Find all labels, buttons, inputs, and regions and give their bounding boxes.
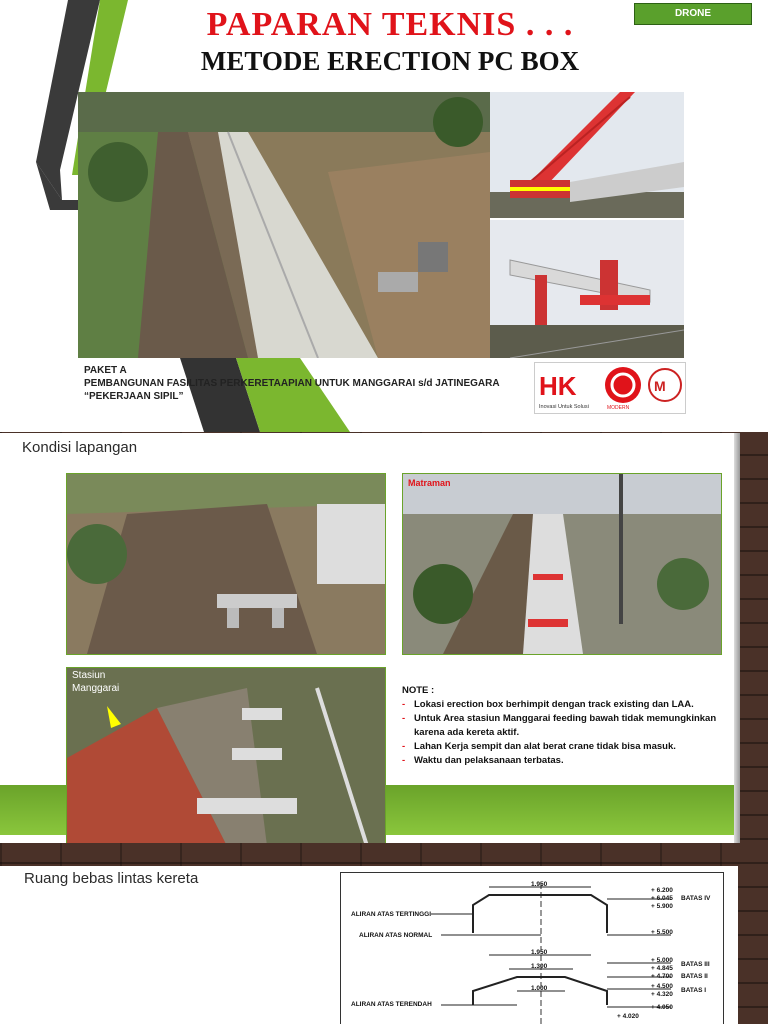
width-label: 1.300 [531,963,548,970]
batas-label: BATAS I [681,987,707,994]
level-label: + 6.045 [651,895,673,902]
drone-badge[interactable]: DRONE [634,3,752,25]
width-label: 1.950 [531,949,548,956]
slide-heading: Ruang bebas lintas kereta [24,870,199,887]
hk-logo-icon [535,363,685,413]
stasiun-label-line-1: Stasiun [72,670,106,681]
label-aliran-tertinggi: ALIRAN ATAS TERTINGGI [351,911,432,918]
level-label: + 4.700 [651,973,673,980]
level-label: + 4.320 [651,991,673,998]
paket-line-3: “PEKERJAAN SIPIL” [84,391,184,402]
stasiun-manggarai-label [72,669,119,695]
site-photo-matraman [402,473,722,655]
slide-heading: Kondisi lapangan [22,439,138,456]
slide-right-edge [734,433,740,843]
aerial-photo-railway [78,92,490,358]
slide-paparan-teknis [0,0,768,432]
level-label: + 6.200 [651,887,673,894]
level-label: + 4.020 [617,1013,639,1020]
site-photo-1 [66,473,386,655]
note-item: - Untuk Area stasiun Manggarai feeding bawah tidak memungkinkan karena ada kereta aktif. [402,712,722,740]
gantry-photo-top [490,92,684,218]
slide-ruang-bebas [0,866,738,1024]
level-label: + 5.500 [651,929,673,936]
slide-subtitle: METODE ERECTION PC BOX [200,46,580,76]
level-label: + 4.050 [651,1004,673,1011]
notes-box [402,685,722,768]
batas-label: BATAS II [681,973,708,980]
company-logos [534,362,686,414]
batas-label: BATAS III [681,961,710,968]
clearance-diagram [340,872,724,1024]
slide-title: PAPARAN TEKNIS . . . [206,6,574,43]
width-label: 1.950 [531,881,548,888]
hk-logo-text: HK [539,371,577,401]
note-item: - Lahan Kerja sempit dan alat berat crane tidak bisa masuk. [402,740,722,754]
modern-logo-text: MODERN [607,405,630,411]
stasiun-label-line-2: Manggarai [72,683,120,694]
paket-line-2: PEMBANGUNAN FASILITAS PERKERETAAPIAN UNTUK MANGGARAI s/d JATINEGARA [84,378,500,389]
matraman-label: Matraman [408,478,451,488]
logo-tagline: Inovasi Untuk Solusi [539,404,589,410]
label-aliran-terendah: ALIRAN ATAS TERENDAH [351,1001,432,1008]
label-aliran-normal: ALIRAN ATAS NORMAL [359,932,433,939]
level-label: + 4.500 [651,983,673,990]
paket-description [84,364,500,403]
paket-line-1: PAKET A [84,365,127,376]
note-item: - Lokasi erection box berhimpit dengan track existing dan LAA. [402,698,722,712]
batas-label: BATAS IV [681,895,711,902]
svg-text:M: M [654,378,666,394]
note-title: NOTE : [402,685,435,696]
gantry-photo-bottom [490,220,684,358]
level-label: + 5.000 [651,957,673,964]
level-label: + 5.900 [651,903,673,910]
slide-kondisi-lapangan [0,433,740,843]
note-item: - Waktu dan pelaksanaan terbatas. [402,754,722,768]
width-label: 1.000 [531,985,548,992]
level-label: + 4.845 [651,965,673,972]
